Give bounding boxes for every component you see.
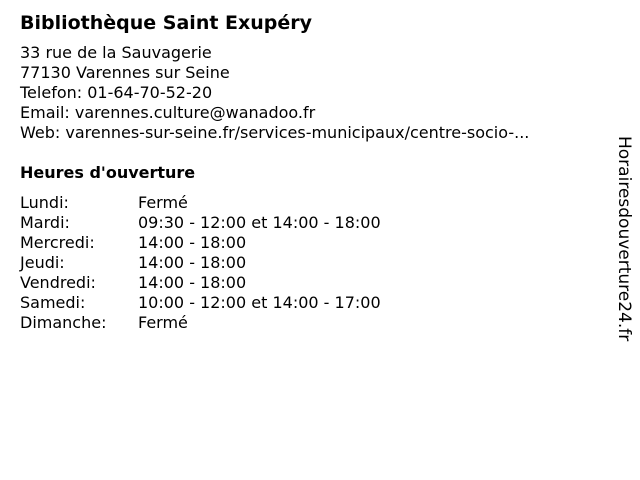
hours-row-jeudi xyxy=(20,253,600,273)
hours-row-lundi xyxy=(20,193,600,213)
hours-time: 14:00 - 18:00 xyxy=(138,273,247,292)
hours-day: Lundi: xyxy=(20,193,69,212)
library-web: Web: varennes-sur-seine.fr/services-municipaux/centre-socio-... xyxy=(20,123,530,142)
library-name: Bibliothèque Saint Exupéry xyxy=(20,12,313,34)
library-email: Email: varennes.culture@wanadoo.fr xyxy=(20,103,316,122)
hours-day: Mardi: xyxy=(20,213,70,232)
library-info-card xyxy=(20,10,600,333)
hours-time: 10:00 - 12:00 et 14:00 - 17:00 xyxy=(138,293,381,312)
hours-day: Mercredi: xyxy=(20,233,95,252)
hours-row-samedi xyxy=(20,293,600,313)
hours-time: Fermé xyxy=(138,313,188,332)
hours-heading: Heures d'ouverture xyxy=(20,163,196,182)
hours-row-mercredi xyxy=(20,233,600,253)
hours-day: Samedi: xyxy=(20,293,86,312)
hours-time: 09:30 - 12:00 et 14:00 - 18:00 xyxy=(138,213,381,232)
hours-row-vendredi xyxy=(20,273,600,293)
hours-day: Dimanche: xyxy=(20,313,107,332)
hours-row-mardi xyxy=(20,213,600,233)
hours-time: Fermé xyxy=(138,193,188,212)
library-street: 33 rue de la Sauvagerie xyxy=(20,43,212,62)
site-watermark: Horairesdouverture24.fr xyxy=(614,136,634,342)
hours-day: Vendredi: xyxy=(20,273,96,292)
hours-time: 14:00 - 18:00 xyxy=(138,253,247,272)
hours-row-dimanche xyxy=(20,313,600,333)
hours-day: Jeudi: xyxy=(20,253,65,272)
library-phone: Telefon: 01-64-70-52-20 xyxy=(20,83,213,102)
hours-time: 14:00 - 18:00 xyxy=(138,233,247,252)
library-city: 77130 Varennes sur Seine xyxy=(20,63,230,82)
